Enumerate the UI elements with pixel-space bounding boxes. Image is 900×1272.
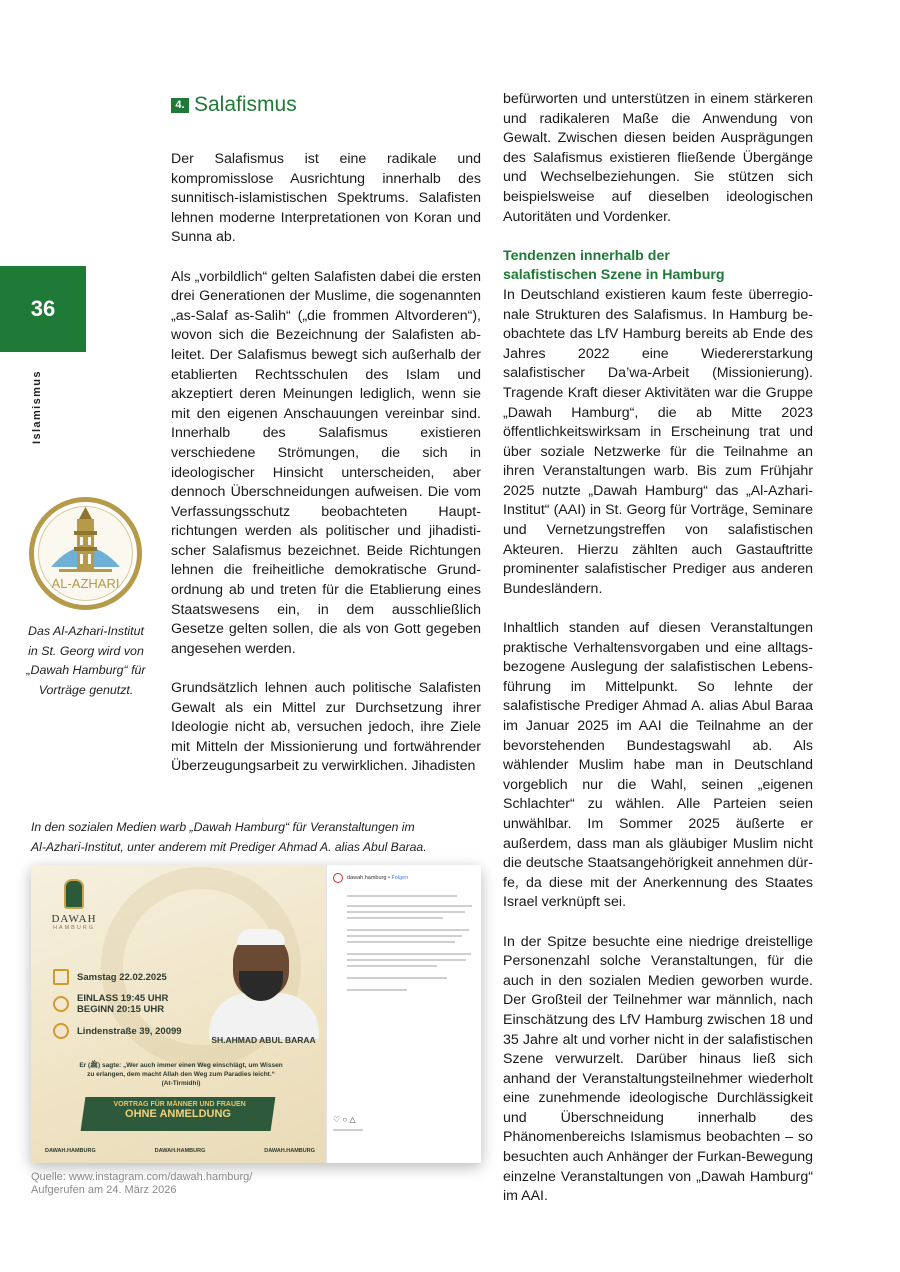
avatar [333, 873, 343, 883]
subheading-line: salafistischen Szene in Hamburg [503, 267, 725, 284]
figure-caption [31, 818, 471, 857]
poster-quote: Er (ﷺ) sagte: „Wer auch immer einen Weg einschlägt, um Wissen zu erlangen, dem macht Allah den Weg zum Paradies leicht.“ (At-Tirmidhi) [79, 1062, 283, 1087]
paragraph: Grundsätzlich lehnen auch politische Salafisten Gewalt als ein Mittel zur Durchsetzung ihrer Ideologie nicht ab, versuchen jedoch, ihre Ziele mit Mitteln der Missionierung und fortwährender Überzeugungsarbeit zu verwirklichen. Jihadisten [171, 680, 481, 775]
youtube-handle: DAWAH.HAMBURG [154, 1148, 206, 1154]
instagram-post-panel [326, 865, 481, 1163]
event-time-row [53, 993, 203, 1015]
event-date-row [53, 969, 203, 985]
dawah-brand [39, 879, 109, 931]
paragraph: In Deutschland existieren kaum feste überregionale Strukturen des Salafismus. In Hamburg beobachtete das LfV Hamburg bereits ab Ende des Jahres 2022 eine Wiedererstarkung salafistischer Da’wa-Arbeit (Missionierung). Tragende Kraft dieser Aktivitäten war die Gruppe „Dawah Hamburg“, die ab Mitte 2023 öffentlichkeitswirksam in Erscheinung trat und über soziale Netzwerke für die Teilnahme an ihren Veranstaltungen warb. Bis zum Frühjahr 2025 nutzte „Dawah Hamburg“ das „Al-Azhari-Institut“ (AAI) in St. Georg für Vorträge, Seminare und Vernetzungstreffen von salafistischen Akteuren. Hierzu zählten auch Gastauftritte prominenter salafistischer Prediger aus anderen Bundesländern. [503, 286, 813, 597]
right-text-column [503, 90, 813, 1207]
follow-link: Folgen [391, 875, 409, 881]
source-date: Aufgerufen am 24. März 2026 [31, 1184, 177, 1196]
subheading [503, 247, 813, 286]
instagram-handle: DAWAH.HAMBURG [45, 1148, 96, 1154]
location-pin-icon [53, 1023, 69, 1039]
brand-name: DAWAH [51, 913, 97, 925]
paragraph: Als „vorbildlich“ gelten Salafisten dabei die ersten drei Generationen der Muslime, die sogenannten „as-Salaf as-Salih“ („die frommen Altvorderen“), wovon sich die Bezeichnung der Salafisten ableitet. Der Salafismus bewegt sich außerhalb der etablierten Rechtsschulen des Islam und akzeptiert deren Meinungen lediglich, wenn sie mit den eigenen Anschauungen vereinbar sind. Innerhalb des Salafismus existieren verschiedene Strömungen, die sich in ideologischer Hinsicht unterscheiden, aber dennoch Überschneidungen aufweisen. Die vom Verfassungsschutz beobachteten Hauptrichtungen werden als politischer und jihadistischer Salafismus bezeichnet. Beide Richtungen lehnen die freiheitliche demokratische Grundordnung ab und treten für die Etablierung eines Staatswesens ein, in dem ausschließlich Gesetze gelten sollen, die als von Gott gegeben angesehen werden. [171, 268, 481, 657]
image-source [31, 1171, 331, 1197]
al-azhari-logo [29, 497, 142, 610]
paragraph: Inhaltlich standen auf diesen Veranstaltungen praktische Verhaltensvorgaben und eine alltagsbezogene Auslegung der salafistischen Lebensführung im Mittelpunkt. So lehnte der salafistische Prediger Ahmad A. alias Abul Baraa im Januar 2025 im AAI die Teilnahme an der bevorstehenden Bundestagswahl ab. Als wählender Muslim habe man in Deutschland vorgeblich nur die Wahl, seinen „eigenen Schlachter“ zu wählen. Alle Parteien seien unwählbar. Im Sommer 2025 äußerte er außerdem, dass man als gläubiger Muslim nicht die deutsche Staatsangehörigkeit annehmen dürfe, da diese mit der Anerkennung des Staates Israel verknüpft sei. [503, 620, 813, 911]
logo-text: AL-AZHARI [51, 576, 120, 591]
left-text-column [171, 150, 481, 777]
post-account: dawah.hamburg [347, 875, 387, 881]
banner-line: OHNE ANMELDUNG [125, 1108, 231, 1120]
speaker-name: SH.AHMAD ABUL BARAA [211, 1035, 316, 1045]
event-address: Lindenstraße 39, 20099 [77, 1025, 182, 1037]
banner-line: VORTRAG FÜR MÄNNER UND FRAUEN [113, 1101, 246, 1108]
speaker-photo [207, 927, 327, 1037]
source-url: Quelle: www.instagram.com/dawah.hamburg/ [31, 1171, 253, 1183]
event-address-row [53, 1023, 203, 1039]
beginn-time: BEGINN 20:15 UHR [77, 1004, 165, 1015]
poster-banner [81, 1097, 276, 1131]
page-number-tab [0, 266, 86, 352]
section-heading [171, 90, 297, 120]
event-info [53, 969, 203, 1047]
event-time [77, 993, 168, 1015]
tiktok-handle: DAWAH.HAMBURG [264, 1148, 315, 1154]
calendar-icon [53, 969, 69, 985]
heading-title: Salafismus [194, 93, 297, 116]
instagram-screenshot [31, 865, 481, 1163]
brand-subtitle: HAMBURG [52, 925, 96, 931]
event-date: Samstag 22.02.2025 [77, 971, 167, 983]
lantern-icon [64, 879, 84, 909]
paragraph: befürworten und unterstützen in einem stärkeren und radikaleren Maße die Anwendung von Gewalt. Zwischen diesen beiden Ausprägungen des Salafismus existieren fließende Übergänge und Wechselbeziehungen. Sie stützen sich beispielsweise auf dieselben ideologischen Autoritäten und Vordenker. [503, 91, 813, 225]
event-poster [31, 865, 326, 1163]
subheading-line: Tendenzen innerhalb der [503, 247, 670, 264]
logo-caption: Das Al-Azhari-Institut in St. Georg wird von „Dawah Hamburg“ für Vorträge genutzt. [26, 624, 146, 697]
heading-number: 4. [171, 98, 189, 113]
page-number: 36 [30, 296, 56, 321]
figure-caption-line: Al-Azhari-Institut, unter anderem mit Prediger Ahmad A. alias Abul Baraa. [31, 839, 427, 854]
figure-caption-line: In den sozialen Medien warb „Dawah Hamburg“ für Veranstaltungen im [31, 820, 415, 834]
paragraph: Der Salafismus ist eine radikale und kompromisslose Ausrichtung innerhalb des sunnitisch-islamistischen Spektrums. Salafisten lehnen moderne Interpretationen von Koran und Sunna ab. [171, 151, 481, 246]
clock-icon [53, 996, 69, 1012]
post-header: dawah.hamburg • Folgen [333, 873, 408, 883]
post-action-icons: ♡ ○ △ [333, 1115, 356, 1124]
einlass-time: EINLASS 19:45 UHR [77, 993, 169, 1004]
poster-social-handles [45, 1148, 315, 1154]
paragraph: In der Spitze besuchte eine niedrige dreistellige Personenzahl solche Veranstaltungen, für die auch in den sozialen Medien geworben wurde. Der Großteil der Teilnehmer war männlich, nach Einschätzung des LfV Hamburg zwischen 18 und 35 Jahre alt und vorher nicht in der salafistischen Szene verwurzelt. Darüber hinaus ließ sich anhand der Veranstaltungsteilnehmer wiederholt eine zunehmende ideologische Durchlässigkeit und Überschneidung innerhalb des Phänomenbereichs Islamismus beobachten – so besuchten auch Anhänger der Furkan-Bewegung einzelne Veranstaltungen von „Dawah Hamburg“ im AAI. [503, 933, 813, 1205]
section-label: Islamismus [31, 370, 43, 444]
